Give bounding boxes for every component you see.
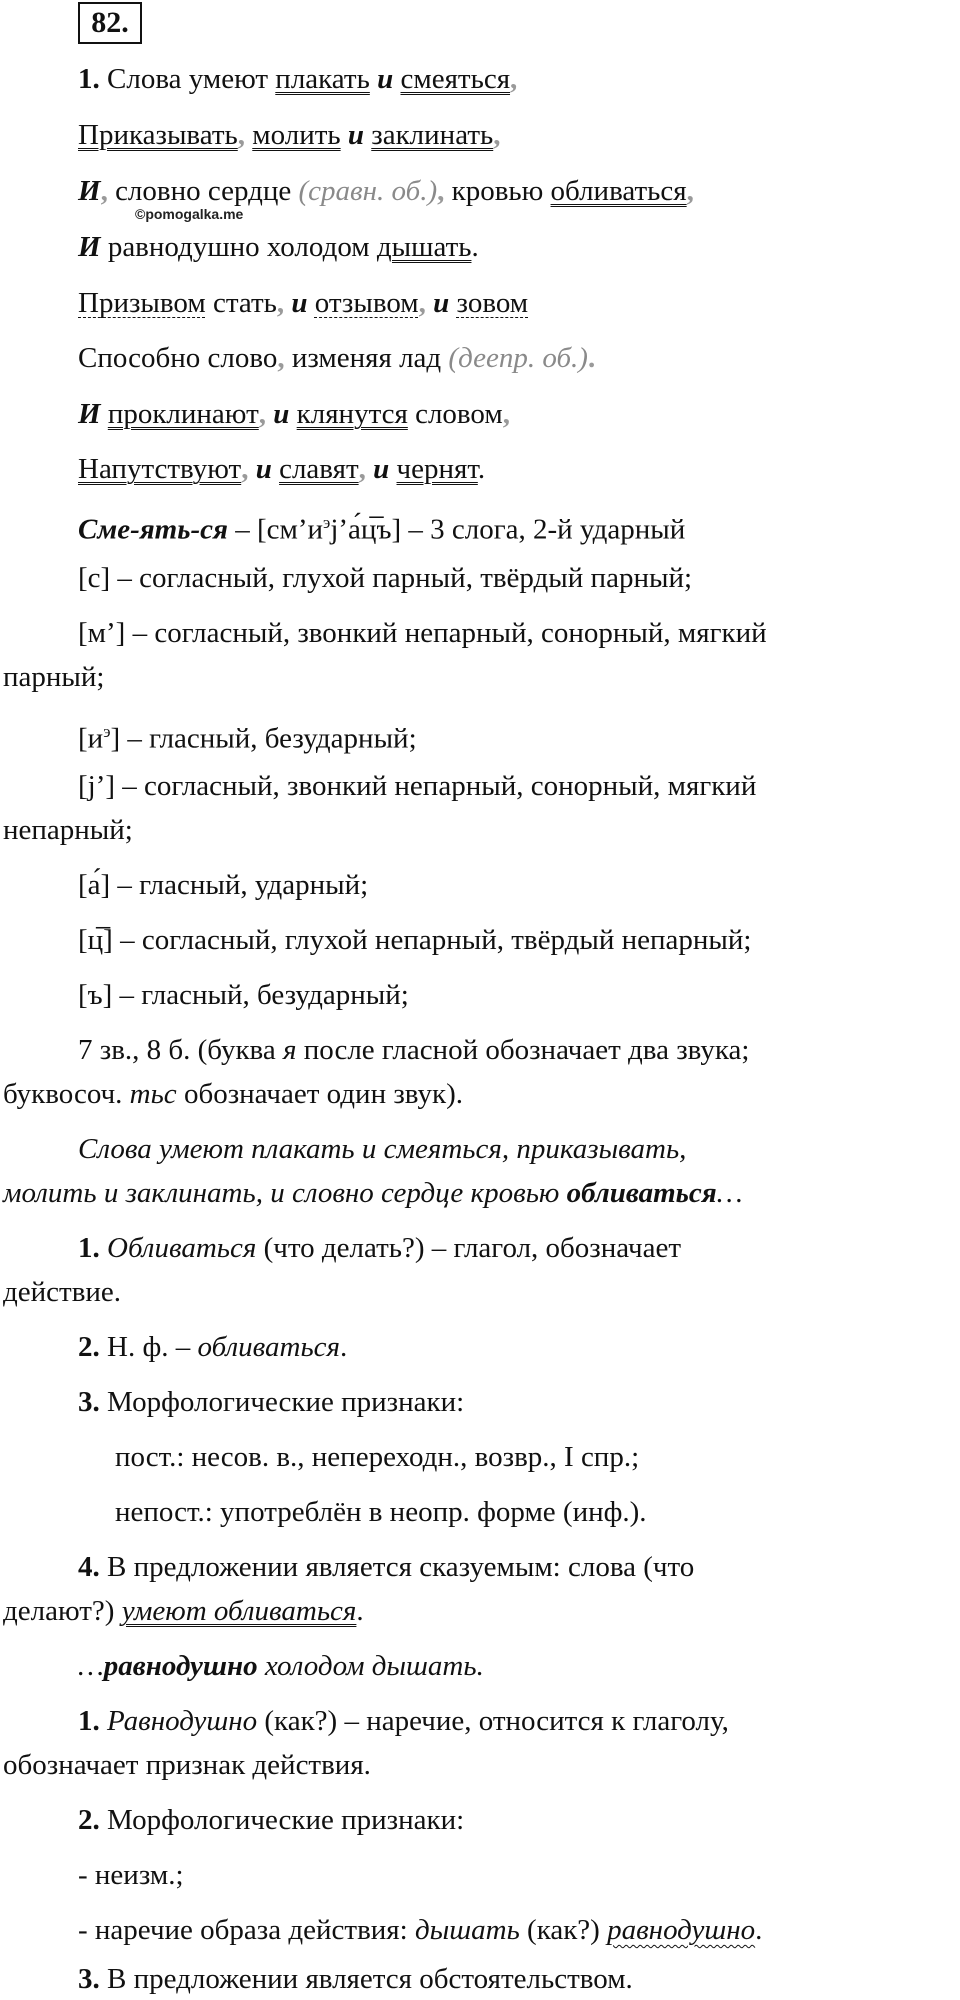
poem-line-2: Приказывать, молить и заклинать, — [78, 119, 501, 151]
adverb-point-1-cont: обозначает признак действия. — [3, 1749, 371, 1781]
phonetic-sound-1: [с] – согласный, глухой парный, твёрдый парный; — [78, 562, 693, 594]
phonetic-sound-2-cont: парный; — [3, 661, 105, 693]
verb-point-1: 1. Обливаться (что делать?) – глагол, обозначает — [78, 1232, 681, 1264]
poem-line-7: И проклинают, и клянутся словом, — [78, 398, 510, 430]
poem-line-6: Способно слово, изменяя лад (деепр. об.). — [78, 342, 596, 374]
verb-point-1-cont: действие. — [3, 1276, 122, 1308]
adverb-quote: …равнодушно холодом дышать. — [78, 1650, 484, 1682]
adverb-feature-1: - неизм.; — [78, 1859, 184, 1891]
task-number: 82. — [78, 2, 142, 44]
verb-point-2: 2. Н. ф. – обливаться. — [78, 1331, 348, 1363]
watermark: ©pomogalka.me — [135, 206, 244, 222]
phonetic-sound-4: [j’] – согласный, звонкий непарный, сонорный, мягкий — [78, 770, 757, 802]
poem-line-1: 1. Слова умеют плакать и смеяться, — [78, 63, 518, 95]
phonetic-sound-5: [а́] – гласный, ударный; — [78, 869, 369, 901]
verb-point-4-cont: делают?) умеют обливаться. — [3, 1595, 364, 1627]
verb-point-4: 4. В предложении является сказуемым: слова (что — [78, 1551, 695, 1583]
phonetic-summary: 7 зв., 8 б. (буква я после гласной обозначает два звука; — [78, 1034, 750, 1066]
verb-constant-features: пост.: несов. в., непереходн., возвр., I спр.; — [115, 1441, 640, 1473]
poem-line-8: Напутствуют, и славят, и чернят. — [78, 453, 486, 485]
phonetic-sound-4-cont: непарный; — [3, 814, 133, 846]
verb-quote-cont: молить и заклинать, и словно сердце кровью обливаться… — [3, 1177, 743, 1209]
adverb-point-2: 2. Морфологические признаки: — [78, 1804, 465, 1836]
verb-variable-features: непост.: употреблён в неопр. форме (инф.). — [115, 1496, 647, 1528]
phonetic-sound-3: $[и^э]$ – гласный, безударный; — [78, 722, 417, 755]
phonetic-sound-2: [м’] – согласный, звонкий непарный, сонорный, мягкий — [78, 617, 767, 649]
phonetic-sound-7: [ъ] – гласный, безударный; — [78, 979, 409, 1011]
adverb-point-1: 1. Равнодушно (как?) – наречие, относится к глаголу, — [78, 1705, 729, 1737]
verb-quote: Слова умеют плакать и смеяться, приказывать, — [78, 1133, 687, 1165]
verb-point-3: 3. Морфологические признаки: — [78, 1386, 465, 1418]
poem-line-5: Призывом стать, и отзывом, и зовом — [78, 287, 529, 319]
adverb-point-3: 3. В предложении является обстоятельством. — [78, 1963, 633, 1995]
phonetic-header: $Сме-ять-ся - [см’и^эj’а́ц̅ъ] - 3$ слога, 2-й ударный — [78, 513, 686, 546]
poem-line-4: И равнодушно холодом дышать. — [78, 231, 479, 263]
phonetic-summary-cont: буквосоч. тьс обозначает один звук). — [3, 1078, 463, 1110]
phonetic-sound-6: [ц̅] – согласный, глухой непарный, твёрдый непарный; — [78, 924, 752, 956]
adverb-feature-2: - наречие образа действия: дышать (как?) равнодушно. — [78, 1914, 763, 1946]
poem-line-3: И, словно сердце (сравн. об.), кровью обливаться, — [78, 175, 694, 207]
